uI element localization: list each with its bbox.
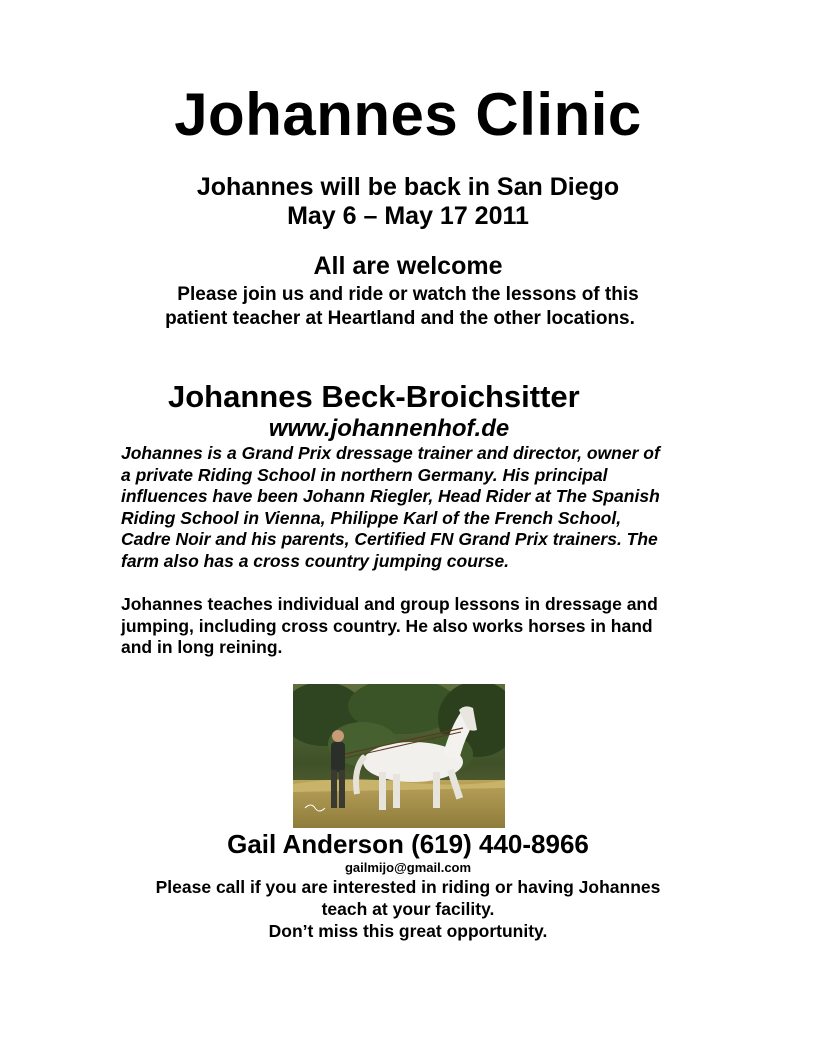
invite-line: Please join us and ride or watch the lessons of this (177, 284, 639, 305)
contact-name-phone: Gail Anderson (619) 440-8966 (227, 829, 589, 859)
bio-line: influences have been Johann Riegler, Head Rider at The Spanish (121, 486, 660, 506)
bio-line: a private Riding School in northern Germany. His principal (121, 464, 608, 485)
bio-line: Johannes is a Grand Prix dressage trainer and director, owner of (121, 443, 660, 463)
bio-line: farm also has a cross country jumping course. (121, 550, 510, 571)
flyer-title: Johannes Clinic (174, 81, 642, 148)
closing-line: teach at your facility. (321, 899, 495, 919)
horse-training-photo (293, 684, 505, 828)
welcome-heading: All are welcome (313, 252, 503, 280)
contact-email[interactable]: gailmijo@gmail.com (344, 860, 472, 875)
teaching-line: and in long reining. (121, 637, 283, 657)
teaching-line: jumping, including cross country. He also works horses in hand (121, 615, 653, 636)
closing-line: Please call if you are interested in riding or having Johannes (155, 877, 661, 897)
return-announcement: Johannes will be back in San Diego (196, 173, 620, 201)
website-link[interactable]: www.johannenhof.de (268, 415, 510, 442)
teaching-line: Johannes teaches individual and group lessons in dressage and (121, 594, 658, 614)
bio-line: Cadre Noir and his parents, Certified FN Grand Prix trainers. The (121, 529, 658, 549)
trainer-name: Johannes Beck-Broichsitter (168, 379, 580, 414)
clinic-dates: May 6 – May 17 2011 (287, 202, 529, 230)
closing-line: Don’t miss this great opportunity. (268, 921, 548, 941)
invite-line: patient teacher at Heartland and the other locations. (165, 308, 635, 329)
bio-line: Riding School in Vienna, Philippe Karl of the French School, (121, 507, 622, 528)
